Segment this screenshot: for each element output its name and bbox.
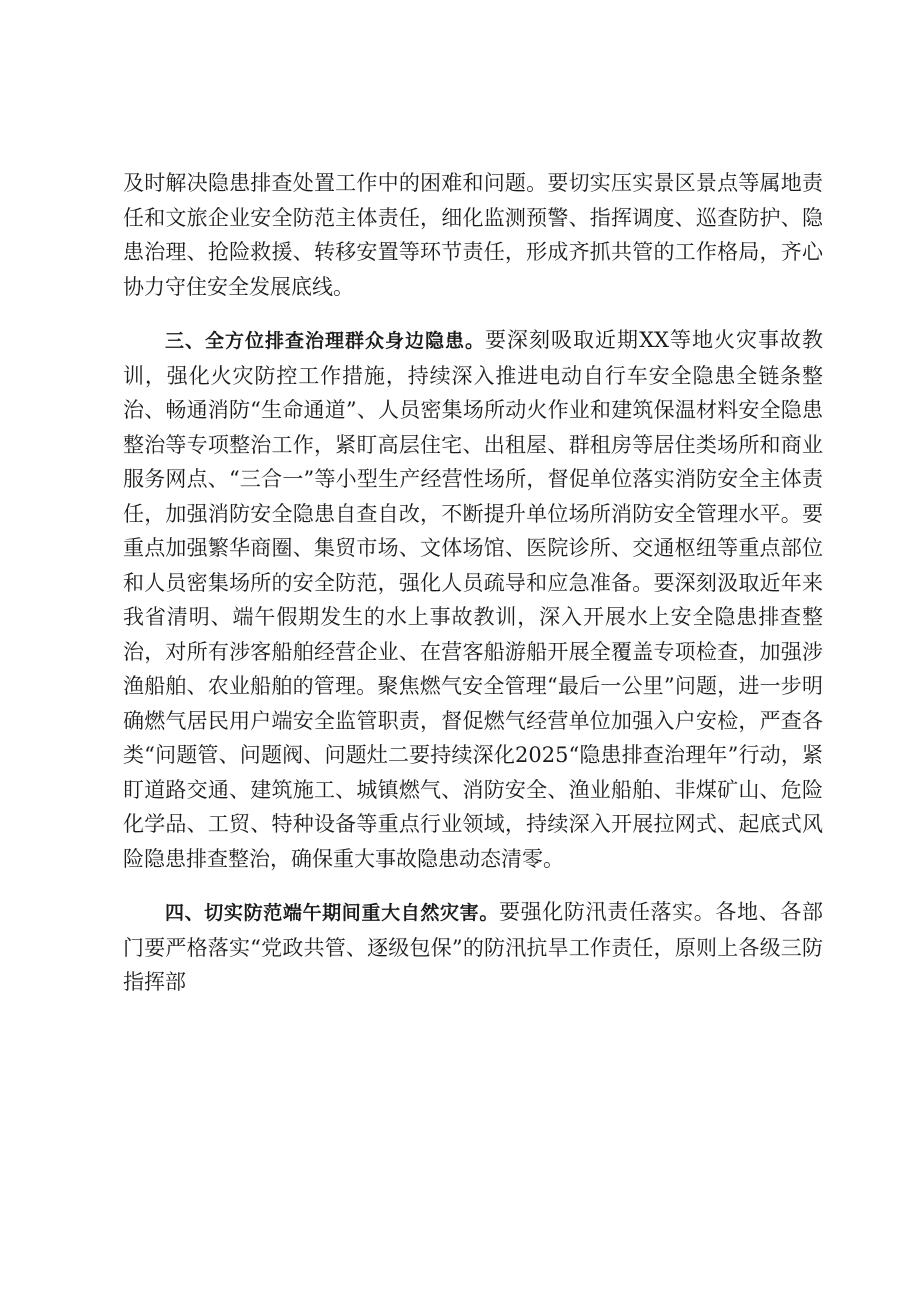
paragraph-text: 要深刻吸取近期XX等地火灾事故教训，强化火灾防控工作措施，持续深入推进电动自行车安全隐患全链条整治、畅通消防“生命通道”、人员密集场所动火作业和建筑保温材料安全隐患整治等专项整治工作，紧盯高层住宅、出租屋、群租房等居住类场所和商业服务网点、“三合一”等小型生产经营性场所，督促单位落实消防安全主体责任，加强消防安全隐患自查自改，不断提升单位场所消防安全管理水平。要重点加强繁华商圈、集贸市场、文体场馆、医院诊所、交通枢纽等重点部位和人员密集场所的安全防范，强化人员疏导和应急准备。要深刻汲取近年来我省清明、端午假期发生的水上事故教训，深入开展水上安全隐患排查整治，对所有涉客船舶经营企业、在营客船游船开展全覆盖专项检查，加强涉渔船舶、农业船舶的管理。聚焦燃气安全管理“最后一公里”问题，进一步明确燃气居民用户端安全监管职责，督促燃气经营单位加强入户安检，严查各类“问题管、问题阀、问题灶二要持续深化2025“隐患排查治理年”行动，紧盯道路交通、建筑施工、城镇燃气、消防安全、渔业船舶、非煤矿山、危险化学品、工贸、特种设备等重点行业领域，持续深入开展拉网式、起底式风险隐患排查整治，确保重大事故隐患动态清零。 — [123, 328, 823, 871]
paragraph-text: 及时解决隐患排查处置工作中的困难和问题。要切实压实景区景点等属地责任和文旅企业安全防范主体责任，细化监测预警、指挥调度、巡查防护、隐患治理、抢险救援、转移安置等环节责任，形成齐抓共管的工作格局，齐心协力守住安全发展底线。 — [123, 171, 823, 299]
section-heading-three: 三、全方位排查治理群众身边隐患。 — [165, 330, 486, 352]
section-heading-four: 四、切实防范端午期间重大自然灾害。 — [165, 902, 499, 924]
paragraph-section-three — [123, 323, 823, 876]
document-body — [123, 166, 823, 1000]
paragraph-text: 要强化防汛责任落实。各地、各部门要严格落实“党政共管、逐级包保”的防汛抗旱工作责任，原则上各级三防指挥部 — [123, 900, 823, 994]
paragraph-section-four — [123, 895, 823, 1000]
paragraph-continuation — [123, 166, 823, 304]
